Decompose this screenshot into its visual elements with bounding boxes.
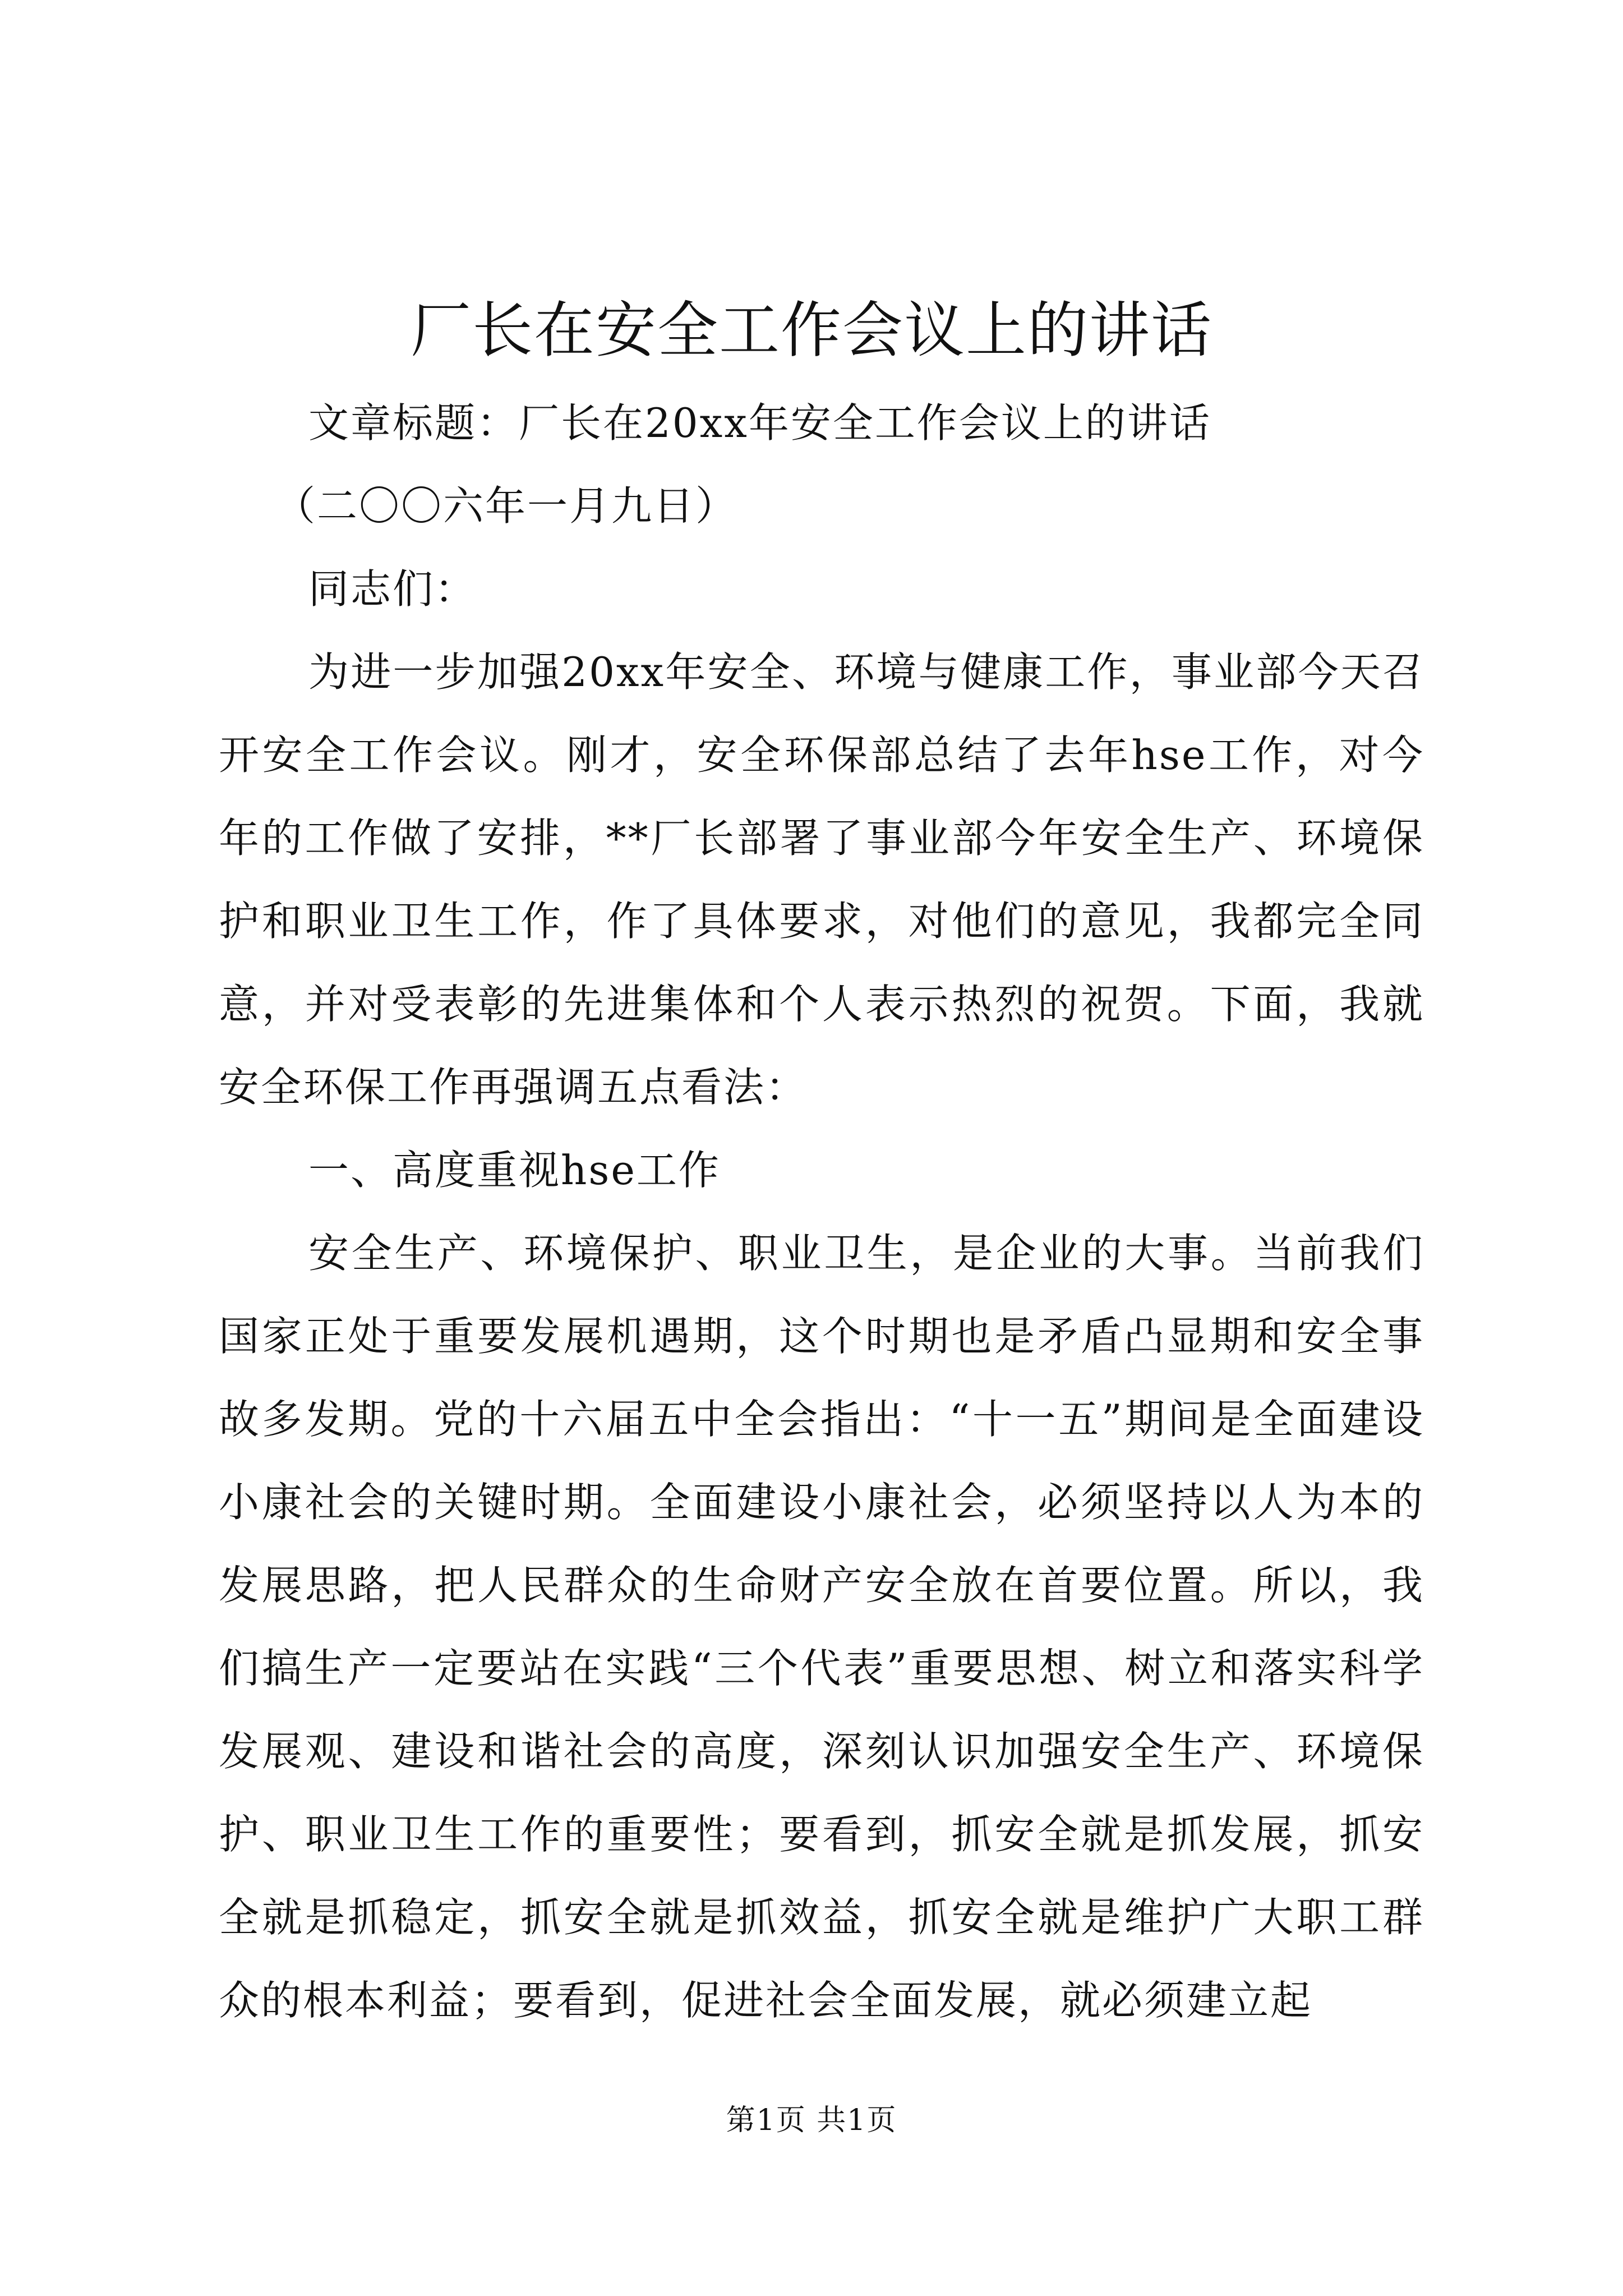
body-paragraph: 为进一步加强20xx年安全、环境与健康工作，事业部今天召开安全工作会议。刚才，安全环保部总结了去年hse工作，对今年的工作做了安排，**厂长部署了事业部今年安全生产、环境保护和职业卫生工作，作了具体要求，对他们的意见，我都完全同意，并对受表彰的先进集体和个人表示热烈的祝贺。下面，我就安全环保工作再强调五点看法： <box>219 648 1424 1111</box>
section-heading: 一、高度重视hse工作 <box>308 1147 721 1194</box>
salutation: 同志们： <box>308 565 477 613</box>
body-paragraph: 安全生产、环境保护、职业卫生，是企业的大事。当前我们国家正处于重要发展机遇期，这个时期也是矛盾凸显期和安全事故多发期。党的十六届五中全会指出：“十一五”期间是全面建设小康社会的关键时期。全面建设小康社会，必须坚持以人为本的发展思路，把人民群众的生命财产安全放在首要位置。所以，我们搞生产一定要站在实践“三个代表”重要思想、树立和落实科学发展观、建设和谐社会的高度，深刻认识加强安全生产、环境保护、职业卫生工作的重要性；要看到，抓安全就是抓发展，抓安全就是抓稳定，抓安全就是抓效益，抓安全就是维护广大职工群众的根本利益；要看到，促进社会全面发展，就必须建立起 <box>219 1230 1424 2024</box>
date-line: （二〇〇六年一月九日） <box>275 482 738 530</box>
page-footer: 第1页 共1页 <box>726 2104 897 2137</box>
document-body <box>219 381 1424 2042</box>
document-title: 厂长在安全工作会议上的讲话 <box>410 296 1212 366</box>
article-title-line: 文章标题：厂长在20xx年安全工作会议上的讲话 <box>308 399 1211 447</box>
